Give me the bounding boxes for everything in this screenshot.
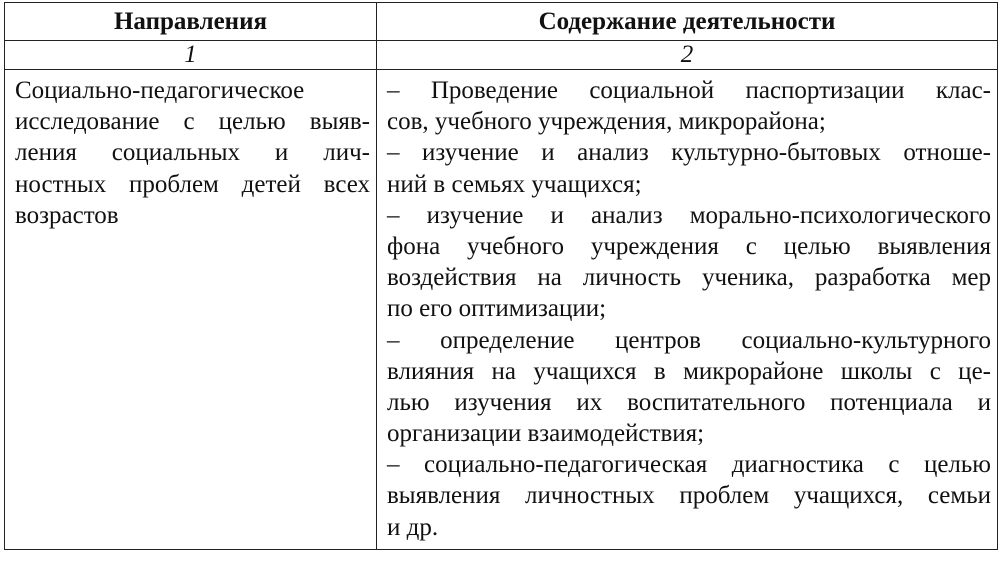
content-line: и др. — [387, 513, 439, 541]
table-row — [5, 70, 998, 550]
content-line: – социально-педагогическая диагностика с целью — [387, 451, 991, 479]
content-line: по его оптимизации; — [387, 295, 607, 323]
column-number-row — [5, 41, 998, 70]
direction-line: ностных проблем детей всех — [15, 170, 370, 198]
content-line: фона учебного учреждения с целью выявления — [387, 232, 991, 260]
direction-line: возрастов — [15, 201, 119, 229]
content-line: – определение центров социально-культурного — [387, 326, 991, 354]
column-number-1: 1 — [5, 41, 377, 70]
header-directions: Направления — [5, 3, 377, 41]
activities-table — [4, 2, 998, 550]
content-line: лью изучения их воспитательного потенциала и — [387, 388, 991, 416]
column-number-2: 2 — [377, 41, 998, 70]
content-line: – Проведение социальной паспортизации клас- — [387, 77, 991, 104]
direction-cell — [5, 70, 377, 550]
direction-line: ления социальных и лич- — [15, 139, 370, 167]
direction-line: Социально-педагогическое — [15, 77, 305, 104]
content-line: организации взаимодействия; — [387, 420, 705, 448]
content-line: выявления личностных проблем учащихся, семьи — [387, 482, 991, 510]
content-line: сов, учебного учреждения, микрорайона; — [387, 108, 826, 136]
content-line: влияния на учащихся в микрорайоне школы с це- — [387, 357, 991, 385]
header-activity-content: Содержание деятельности — [377, 3, 998, 41]
header-row — [5, 3, 998, 41]
content-line: ний в семьях учащихся; — [387, 170, 642, 198]
content-cell — [377, 70, 998, 550]
content-line: – изучение и анализ культурно-бытовых отноше- — [387, 139, 991, 167]
direction-line: исследование с целью выяв- — [15, 108, 370, 136]
content-line: – изучение и анализ морально-психологического — [387, 201, 991, 229]
content-line: воздействия на личность ученика, разработка мер — [387, 264, 991, 292]
